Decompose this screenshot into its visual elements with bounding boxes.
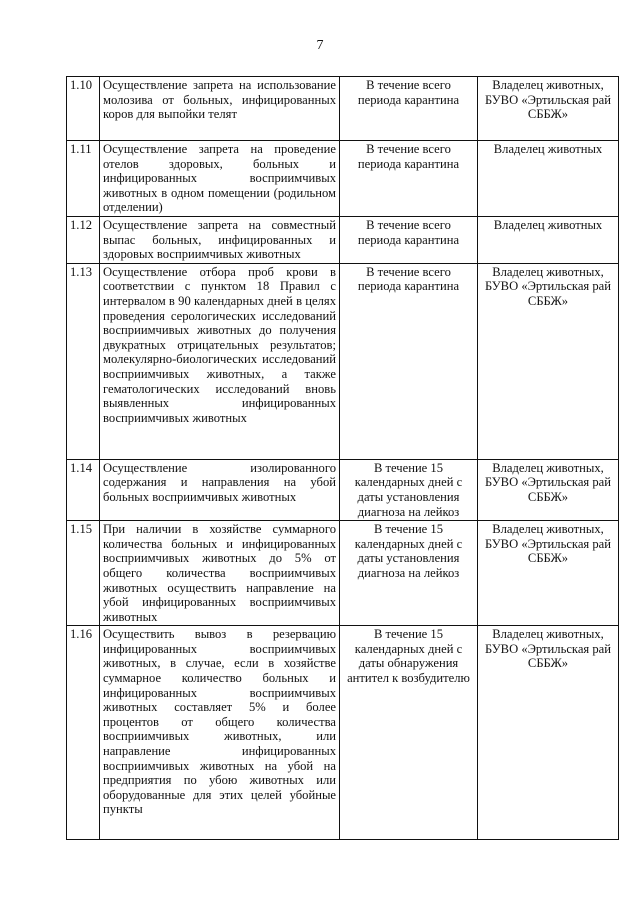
row-responsible: Владелец животных, БУВО «Эртильская рай СББЖ» — [478, 521, 619, 626]
row-term: В течение всего периода карантина — [340, 77, 478, 141]
row-action: Осуществить вывоз в резервацию инфицированных восприимчивых животных, в случае, если в хозяйстве суммарное количество больных и инфицированных восприимчивых животных составляет 5% и более процентов от общего количества восприимчивых животных, или направление инфицированных восприимчивых животных на убой на предприятия по убою животных или оборудованные для этих целей убойные пункты — [100, 626, 340, 840]
table-row — [67, 141, 619, 217]
row-term: В течение всего периода карантина — [340, 141, 478, 217]
row-responsible: Владелец животных, БУВО «Эртильская рай СББЖ» — [478, 263, 619, 459]
table-row — [67, 626, 619, 840]
row-responsible: Владелец животных, БУВО «Эртильская рай СББЖ» — [478, 626, 619, 840]
row-responsible: Владелец животных — [478, 216, 619, 263]
row-responsible: Владелец животных — [478, 141, 619, 217]
row-number: 1.11 — [67, 141, 100, 217]
table-row — [67, 77, 619, 141]
row-term: В течение 15 календарных дней с даты обнаружения антител к возбудителю — [340, 626, 478, 840]
row-responsible: Владелец животных, БУВО «Эртильская рай СББЖ» — [478, 459, 619, 520]
table-row — [67, 216, 619, 263]
row-number: 1.10 — [67, 77, 100, 141]
row-action: Осуществление запрета на совместный выпас больных, инфицированных и здоровых восприимчивых животных — [100, 216, 340, 263]
page-number: 7 — [316, 38, 324, 53]
table-row — [67, 521, 619, 626]
table-row — [67, 459, 619, 520]
row-number: 1.14 — [67, 459, 100, 520]
row-term: В течение 15 календарных дней с даты установления диагноза на лейкоз — [340, 521, 478, 626]
row-number: 1.12 — [67, 216, 100, 263]
row-action: Осуществление отбора проб крови в соответствии с пунктом 18 Правил с интервалом в 90 календарных дней в целях проведения серологических исследований восприимчивых животных до получения двукратных отрицательных результатов; молекулярно-биологических исследований восприимчивых животных, а также гематологических исследований вновь выявленных инфицированных восприимчивых животных — [100, 263, 340, 459]
row-action: Осуществление запрета на использование молозива от больных, инфицированных коров для выпойки телят — [100, 77, 340, 141]
row-action: Осуществление изолированного содержания и направления на убой больных восприимчивых животных — [100, 459, 340, 520]
table-row — [67, 263, 619, 459]
row-action: Осуществление запрета на проведение отелов здоровых, больных и инфицированных восприимчивых животных в одном помещении (родильном отделении) — [100, 141, 340, 217]
measures-table — [66, 76, 619, 840]
row-responsible: Владелец животных, БУВО «Эртильская рай СББЖ» — [478, 77, 619, 141]
row-term: В течение 15 календарных дней с даты установления диагноза на лейкоз — [340, 459, 478, 520]
row-number: 1.16 — [67, 626, 100, 840]
row-term: В течение всего периода карантина — [340, 263, 478, 459]
row-number: 1.15 — [67, 521, 100, 626]
row-action: При наличии в хозяйстве суммарного количества больных и инфицированных восприимчивых животных до 5% от общего количества восприимчивых животных осуществить направление на убой инфицированных восприимчивых животных — [100, 521, 340, 626]
row-number: 1.13 — [67, 263, 100, 459]
row-term: В течение всего периода карантина — [340, 216, 478, 263]
